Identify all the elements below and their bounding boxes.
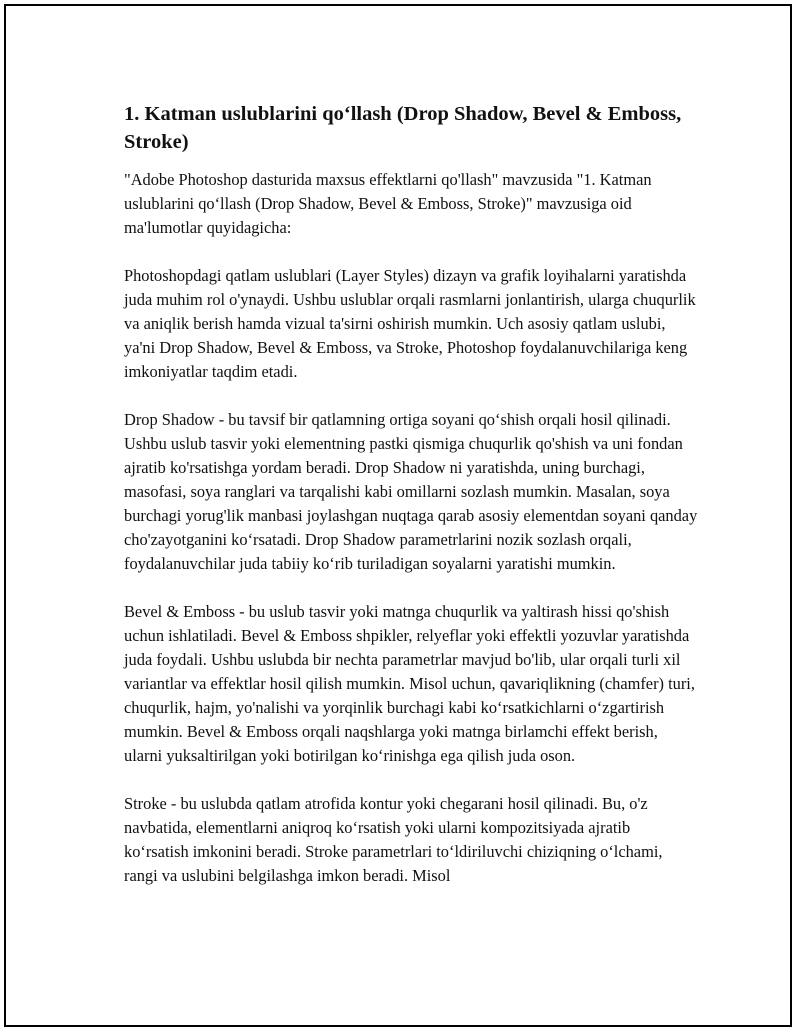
drop-shadow-paragraph: Drop Shadow - bu tavsif bir qatlamning ortiga soyani qo‘shish orqali hosil qilinadi. Ushbu uslub tasvir yoki elementning pastki qismiga chuqurlik qo'shish va uni fondan ajratib ko'rsatishga yordam beradi. Drop Shadow ni yaratishda, uning burchagi, masofasi, soya ranglari va tarqalishi kabi omillarni sozlash mumkin. Masalan, soya burchagi yorug'lik manbasi joylashgan nuqtaga qarab asosiy elementdan soyani qanday cho'zayotganini ko‘rsatadi. Drop Shadow parametrlarini nozik sozlash orqali, foydalanuvchilar juda tabiiy ko‘rib turiladigan soyalarni yaratishi mumkin. xyxy=(124,410,698,573)
document-body xyxy=(124,100,698,912)
intro-paragraph: "Adobe Photoshop dasturida maxsus effektlarni qo'llash" mavzusida "1. Katman uslublarini qo‘llash (Drop Shadow, Bevel & Emboss, Stroke)" mavzusiga oid ma'lumotlar quyidagicha: xyxy=(124,170,652,237)
stroke-paragraph: Stroke - bu uslubda qatlam atrofida kontur yoki chegarani hosil qilinadi. Bu, o'z navbatida, elementlarni aniqroq ko‘rsatish yoki ularni kompozitsiyada ajratib ko‘rsatish imkonini beradi. Stroke parametrlari to‘ldiriluvchi chiziqning o‘lchami, rangi va uslubini belgilashga imkon beradi. Misol xyxy=(124,794,663,885)
layer-styles-paragraph: Photoshopdagi qatlam uslublari (Layer Styles) dizayn va grafik loyihalarni yaratishda juda muhim rol o'ynaydi. Ushbu uslublar orqali rasmlarni jonlantirish, ularga chuqurlik va aniqlik berish hamda vizual ta'sirni oshirish mumkin. Uch asosiy qatlam uslubi, ya'ni Drop Shadow, Bevel & Emboss, va Stroke, Photoshop foydalanuvchilariga keng imkoniyatlar taqdim etadi. xyxy=(124,266,696,381)
bevel-emboss-paragraph: Bevel & Emboss - bu uslub tasvir yoki matnga chuqurlik va yaltirash hissi qo'shish uchun ishlatiladi. Bevel & Emboss shpikler, relyeflar yoki effektli yozuvlar yaratishda juda foydali. Ushbu uslubda bir nechta parametrlar mavjud bo'lib, ular orqali turli xil variantlar va effektlar hosil qilish mumkin. Misol uchun, qavariqlikning (chamfer) turi, chuqurlik, hajm, yo'nalishi va yorqinlik burchagi kabi ko‘rsatkichlarni o‘zgartirish mumkin. Bevel & Emboss orqali naqshlarga yoki matnga birlamchi effekt berish, ularni yuksaltirilgan yoki botirilgan ko‘rinishga ega qilish juda oson. xyxy=(124,602,695,765)
page-frame xyxy=(4,4,792,1027)
section-heading: 1. Katman uslublarini qo‘llash (Drop Shadow, Bevel & Emboss, Stroke) xyxy=(124,103,682,153)
